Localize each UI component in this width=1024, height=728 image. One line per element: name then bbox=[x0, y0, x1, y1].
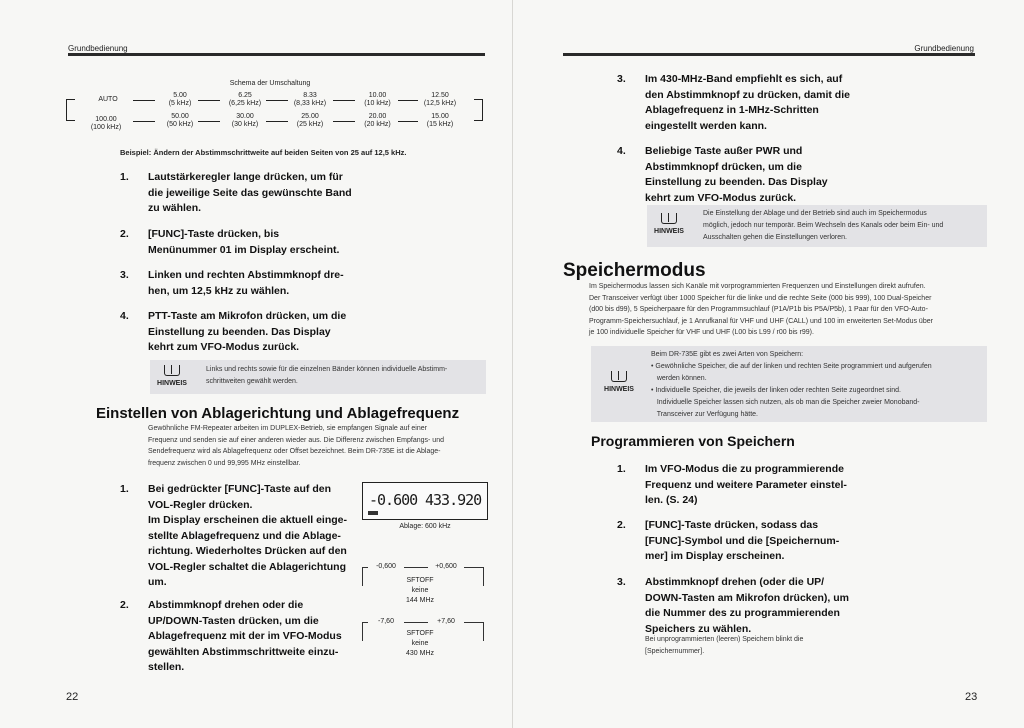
schema-arrow bbox=[398, 121, 418, 122]
header-rule bbox=[563, 53, 975, 56]
book-icon bbox=[661, 213, 677, 224]
note-box bbox=[647, 205, 987, 247]
header-rule bbox=[68, 53, 485, 56]
lcd-caption: Ablage: 600 kHz bbox=[399, 523, 451, 530]
page-number: 23 bbox=[965, 691, 978, 703]
schema-arrow bbox=[398, 100, 418, 101]
page-number: 22 bbox=[66, 691, 79, 703]
schema-auto: AUTO bbox=[98, 96, 118, 103]
section-paragraph: Im Speichermodus lassen sich Kanäle mit vorprogrammierten Frequenzen und Einstellungen direkt aufrufen. Der Transceiver verfügt über 1000 Speicher für die linke und die rechte Seite (000 bis 999), 100 Dual-Speicher (d00 bis d99), 5 Speicherpaare für den Programmsuchlauf (P1A/P1b bis P5A/P5b), 1 Paar für den VFO-Auto- Programm-Speichersuchlauf, je 1 Anrufkanal für VHF und UHF (CALL) und 100 im erweiterten Set-Modus über je 100 individuelle Speicher für VHF und UHF (L00 bis L99 / r00 bis r99). bbox=[589, 283, 933, 336]
schema-top-4: 10.00 (10 kHz) bbox=[364, 92, 391, 107]
note-box-memory bbox=[591, 346, 987, 422]
example-text: Beispiel: Ändern der Abstimmschrittweite auf beiden Seiten von 25 auf 12,5 kHz. bbox=[120, 148, 407, 157]
hinweis-label: HINWEIS bbox=[653, 213, 685, 238]
schema-bottom-4: 20.00 (20 kHz) bbox=[364, 113, 391, 128]
hinweis-label: HINWEIS bbox=[156, 365, 188, 390]
schema-top-5: 12.50 (12,5 kHz) bbox=[423, 92, 457, 107]
schema-arrow bbox=[133, 100, 155, 101]
schema-bottom-5: 15.00 (15 kHz) bbox=[426, 113, 454, 128]
schema-top-1: 5.00 (5 kHz) bbox=[168, 92, 192, 107]
subsection-title: Programmieren von Speichern bbox=[591, 433, 795, 449]
note-text: Beim DR-735E gibt es zwei Arten von Speichern: • Gewöhnliche Speicher, die auf der linken und rechten Seite programmiert und aufgerufen werden können. • Individuelle Speicher, die jeweils der linken oder rechten Seite zugeordnet sind. Individuelle Speicher lassen sich nutzen, als ob man die Speicher zweier Monoband- Transceiver zur Verfügung hätte. bbox=[651, 351, 932, 418]
schema-arrow bbox=[266, 121, 288, 122]
schema-arrow bbox=[198, 100, 220, 101]
schema-bottom-2: 30.00 (30 kHz) bbox=[231, 113, 259, 128]
schema-arrow bbox=[133, 121, 155, 122]
schema-bottom-1: 50.00 (50 kHz) bbox=[166, 113, 194, 128]
schema-auto-sub: 100.00 bbox=[95, 116, 117, 123]
schema-right-bracket bbox=[474, 99, 483, 121]
lcd-offset: -0.600 bbox=[369, 491, 418, 509]
note-box bbox=[150, 360, 486, 394]
lcd-indicator bbox=[368, 511, 378, 515]
left-page: Grundbedienung Schema der Umschaltung AUTO 100.00 (100 kHz) 5.00 (5 kHz) 6.25 (6,25 kHz) 8.33 (8,33 kHz) 10.00 (10 kHz) 12.50 (12,5 kHz) 50.00 (50 kHz) 30.00 (30 kHz) 25.00 (25 kHz) 20.00 (20 kHz) 15.00 (15 kHz) Beispiel: Ändern der Abstimmschrittweite auf beiden Seiten von 25 auf 12,5 kHz. 1. Lautstärkeregler lange drücken, um für die jeweilige Seite das gewünschte Band zu wählen. 2. [FUNC]-Taste drücken, bis Menünummer 01 im Display erscheint. 3. Linken und rechten Abstimmknopf dre- hen, um 12,5 kHz zu wählen. 4. PTT-Taste am Mikrofon drücken, um die Einstellung zu beenden. Das Display kehrt zum VFO-Modus zurück. HINWEIS Links und rechts sowie für die einzelnen Bänder können individuelle Abstimm- schrittweiten gewählt werden. Einstellen von Ablagerichtung und Ablagefrequenz Gewöhnliche FM-Repeater arbeiten im DUPLEX-Betrieb, sie empfangen Signale auf einer Frequenz und senden sie auf einer anderen wieder aus. Die Differenz zwischen Empfangs- und Sendefrequenz wird als Ablagefrequenz oder Offset bezeichnet. Beim DR-735E ist die Ablage- frequenz zwischen 0 und 99,995 MHz einstellbar. 1. Bei gedrückter [FUNC]-Taste auf den VOL-Regler drücken. Im Display erscheinen die aktuell einge- stellte Ablagefrequenz und die Ablage- richtung. Wiederholtes Drücken auf den VOL-Regler schaltet die Ablagerichtung um. 2. Abstimmknopf drehen oder die UP/DOWN-Tasten drücken, um die Ablagefrequenz mit der im VFO-Modus gewählten Abstimmschrittweite einzu- stellen. -0.600 433.920 Ablage: 600 kHz -0,600 +0,600 SFTOFF keine 144 MHz -7,60 +7,60 SFTOFF keine 430 MHz 22 bbox=[0, 0, 512, 728]
schema-arrow bbox=[266, 100, 288, 101]
section-paragraph: Gewöhnliche FM-Repeater arbeiten im DUPLEX-Betrieb, sie empfangen Signale auf einer Frequenz und senden sie auf einer anderen wieder aus. Die Differenz zwischen Empfangs- und Sendefrequenz wird als Ablagefrequenz oder Offset bezeichnet. Beim DR-735E ist die Ablage- frequenz zwischen 0 und 99,995 MHz einstellbar. bbox=[148, 425, 444, 467]
schema-title: Schema der Umschaltung bbox=[229, 80, 311, 87]
schema-bottom-3: 25.00 (25 kHz) bbox=[296, 113, 324, 128]
section-title: Einstellen von Ablagerichtung und Ablagefrequenz bbox=[96, 405, 460, 422]
schema-top-2: 6.25 (6,25 kHz) bbox=[228, 92, 262, 107]
schema-arrow bbox=[198, 121, 220, 122]
schema-top-3: 8.33 (8,33 kHz) bbox=[293, 92, 327, 107]
schema-arrow bbox=[333, 100, 355, 101]
lcd-display bbox=[362, 482, 488, 520]
note-text: Links und rechts sowie für die einzelnen Bänder können individuelle Abstimm- schrittweiten gewählt werden. bbox=[206, 366, 448, 385]
schema-auto-sub2: (100 kHz) bbox=[90, 124, 122, 131]
step-note: Bei unprogrammierten (leeren) Speichern blinkt die [Speichernummer]. bbox=[645, 636, 804, 655]
page-header: Grundbedienung bbox=[914, 44, 974, 53]
book-icon bbox=[164, 365, 180, 376]
schema-left-bracket bbox=[66, 99, 75, 121]
schema-arrow bbox=[333, 121, 355, 122]
page-header: Grundbedienung bbox=[68, 44, 128, 53]
hinweis-label: HINWEIS bbox=[603, 371, 635, 396]
lcd-frequency: 433.920 bbox=[425, 491, 482, 509]
right-page: Grundbedienung 3. Im 430-MHz-Band empfiehlt es sich, auf den Abstimmknopf zu drücken, damit die Ablagefrequenz in 1-MHz-Schritten eingestellt werden kann. 4. Beliebige Taste außer PWR und Abstimmknopf drücken, um die Einstellung zu beenden. Das Display kehrt zum VFO-Modus zurück. HINWEIS Die Einstellung der Ablage und der Betrieb sind auch im Speichermodus möglich, jedoch nur temporär. Beim Wechseln des Kanals oder beim Ein- und Ausschalten gehen die Einstellungen verloren. Speichermodus Im Speichermodus lassen sich Kanäle mit vorprogrammierten Frequenzen und Einstellungen direkt aufrufen. Der Transceiver verfügt über 1000 Speicher für die linke und die rechte Seite (000 bis 999), 100 Dual-Speicher (d00 bis d99), 5 Speicherpaare für den Programmsuchlauf (P1A/P1b bis P5A/P5b), 1 Paar für den VFO-Auto- Programm-Speichersuchlauf, je 1 Anrufkanal für VHF und UHF (CALL) und 100 im erweiterten Set-Modus über je 100 individuelle Speicher für VHF und UHF (L00 bis L99 / r00 bis r99). HINWEIS Beim DR-735E gibt es zwei Arten von Speichern: • Gewöhnliche Speicher, die auf der linken und rechten Seite programmiert und aufgerufen werden können. • Individuelle Speicher, die jeweils der linken oder rechten Seite zugeordnet sind. Individuelle Speicher lassen sich nutzen, als ob man die Speicher zweier Monoband- Transceiver zur Verfügung hätte. Programmieren von Speichern 1. Im VFO-Modus die zu programmierende Frequenz und weitere Parameter einstel- len. (S. 24) 2. [FUNC]-Taste drücken, sodass das [FUNC]-Symbol und die [Speichernum- mer] im Display erscheinen. 3. Abstimmknopf drehen (oder die UP/ DOWN-Tasten am Mikrofon drücken), um die Nummer des zu programmierenden Speichers zu wählen. Bei unprogrammierten (leeren) Speichern blinkt die [Speichernummer]. 23 bbox=[512, 0, 1024, 728]
book-icon bbox=[611, 371, 627, 382]
note-text: Die Einstellung der Ablage und der Betrieb sind auch im Speichermodus möglich, jedoch nur temporär. Beim Wechseln des Kanals oder beim Ein- und Ausschalten gehen die Einstellungen verloren. bbox=[703, 210, 944, 241]
section-title: Speichermodus bbox=[563, 260, 706, 281]
